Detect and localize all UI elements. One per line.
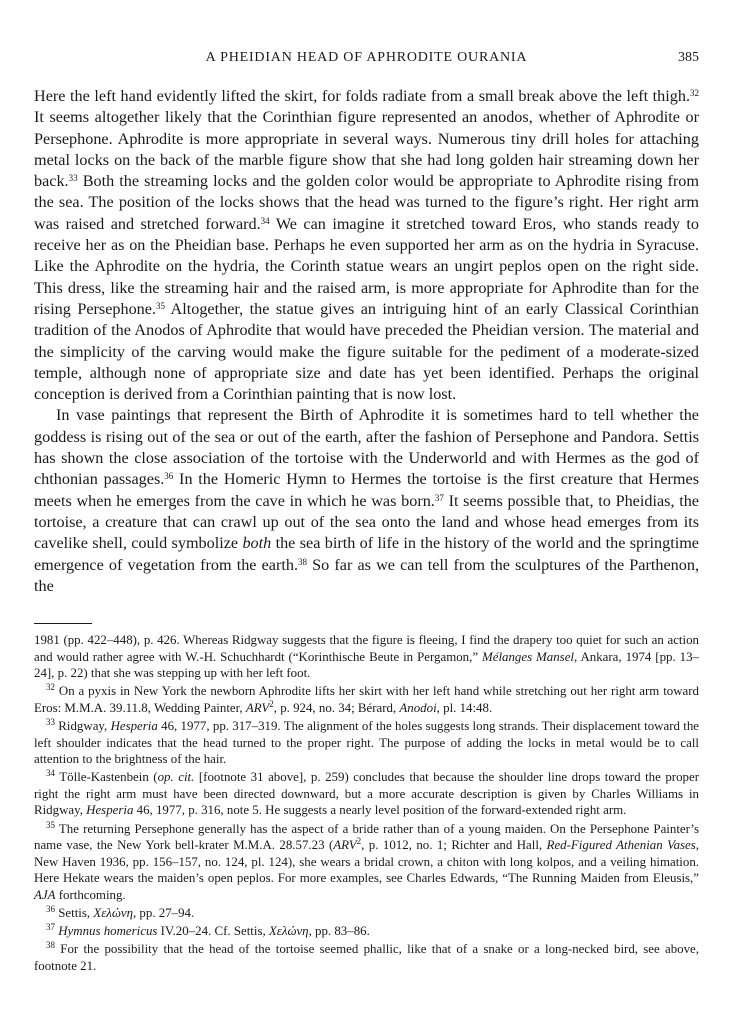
citation-title: ARV bbox=[245, 700, 270, 715]
text-run: Both the streaming locks and the golden color would be appropriate to Aphrodite rising from the sea. The position of the locks shows that the head was turned to the figure’s right. Her right arm was raised and stretched forward. bbox=[34, 172, 699, 233]
running-title: A PHEIDIAN HEAD OF APHRODITE OURANIA bbox=[205, 50, 528, 65]
footnotes bbox=[34, 632, 699, 976]
citation-title: ARV bbox=[333, 838, 357, 853]
footnote-ref-35: 35 bbox=[156, 300, 165, 311]
text-run: For the possibility that the head of the tortoise seemed phallic, like that of a snake or a long-necked bird, see above, footnote 21. bbox=[34, 942, 699, 973]
footnote-number: 34 bbox=[46, 768, 55, 779]
text-run: , New Haven 1936, pp. 156–157, no. 124, pl. 124), she wears a bridal crown, a chiton with long kolpos, and a veiling himation. Here Hekate wears the maiden’s open peplos. For more examples, see Charles Edwards, “The Running Maiden from Eleusis,” bbox=[34, 838, 700, 886]
footnote-ref-34: 34 bbox=[260, 215, 270, 226]
text-run: Tölle-Kastenbein ( bbox=[55, 770, 158, 785]
text-run: [footnote 31 above], p. 259) concludes that because the shoulder line drops toward the proper right the right arm must have been directed downward, but a more accurate description is given by Charles Williams in Ridgway, bbox=[34, 770, 699, 818]
citation-title: Hesperia bbox=[86, 803, 134, 818]
footnote-number: 32 bbox=[46, 682, 55, 693]
footnote-ref-32: 32 bbox=[690, 88, 699, 98]
text-run: The returning Persephone generally has the aspect of a bride rather than of a young maiden. On the Persephone Painter’s name vase, the New York bell-krater M.M.A. 28.57.23 ( bbox=[34, 821, 699, 853]
text-run: IV.20–24. Cf. Settis, bbox=[157, 924, 269, 939]
footnote-number: 33 bbox=[46, 716, 55, 727]
footnote-continued bbox=[34, 632, 699, 682]
footnote-rule bbox=[34, 623, 92, 624]
text-run: We can imagine it stretched toward Eros, who stands ready to receive her as on the Pheidian base. Perhaps he even supported her arm as on the hydria in Syracuse. Like the Aphrodite on the hydria, the Corinth statue wears an ungirt peplos open on the right side. This dress, like the streaming hair and the raised arm, is more appropriate for Aphrodite than for the rising Persephone. bbox=[34, 214, 699, 318]
citation-title: Anodoi bbox=[399, 700, 437, 715]
footnote-32 bbox=[34, 683, 699, 716]
citation-title: op. cit. bbox=[157, 770, 195, 785]
footnote-ref-37: 37 bbox=[434, 492, 444, 503]
text-run: the sea birth of life in the history of the world and the springtime emergence of vegetation from the earth. bbox=[34, 534, 699, 574]
text-run: Here the left hand evidently lifted the skirt, for folds radiate from a small break above the left thigh. bbox=[34, 87, 690, 105]
footnote-33 bbox=[34, 718, 699, 768]
text-run: 46, 1977, p. 316, note 5. He suggests a nearly level position of the forward-extended right arm. bbox=[133, 803, 627, 818]
text-run: It seems possible that, to Pheidias, the tortoise, a creature that can crawl up out of the sea onto the land and whose head emerges from its cavelike shell, could symbolize bbox=[34, 491, 699, 553]
text-run: , Ankara, 1974 [pp. 13–24], p. 22) that she was stepping up with her left foot. bbox=[34, 649, 699, 681]
text-run: 46, 1977, pp. 317–319. The alignment of the holes suggests long strands. Their displacement toward the left shoulder indicates that the head turned to the proper right. The purpose of adding the locks in metal would be to call attention to the brightness of the hair. bbox=[34, 718, 699, 767]
body-text bbox=[34, 86, 699, 597]
superscript: 2 bbox=[356, 836, 362, 847]
footnote-number: 38 bbox=[46, 940, 55, 951]
footnote-36 bbox=[34, 905, 699, 922]
citation-title: Hymnus homericus bbox=[58, 924, 158, 939]
footnote-35 bbox=[34, 821, 699, 904]
footnote-number: 35 bbox=[46, 819, 55, 830]
citation-title: Hesperia bbox=[110, 718, 158, 733]
text-run: So far as we can tell from the sculptures of the Parthenon, the bbox=[34, 555, 699, 595]
paragraph-2 bbox=[34, 405, 699, 597]
footnote-ref-33: 33 bbox=[68, 173, 78, 184]
citation-title: AJA bbox=[34, 887, 56, 902]
text-run: , p. 924, no. 34; Bérard, bbox=[273, 700, 400, 715]
paragraph-1 bbox=[34, 86, 699, 405]
text-run: 1981 (pp. 422–448), p. 426. Whereas Ridgway suggests that the figure is fleeing, I find the drapery too quiet for such an action and would rather agree with W.-H. Schuchhardt (“Korinthische Beute in Pergamon,” bbox=[34, 633, 699, 664]
footnote-ref-36: 36 bbox=[164, 471, 174, 482]
citation-title: Χελώνη bbox=[93, 906, 133, 920]
footnote-34 bbox=[34, 769, 699, 819]
text-run: Altogether, the statue gives an intriguing hint of an early Classical Corinthian tradition of the Anodos of Aphrodite that would have preceded the Pheidian version. The material and the simplicity of the carving would make the figure suitable for the pediment of a moderate-sized temple, although none of appropriate size and date has yet been identified. Perhaps the original conception is derived from a Corinthian painting that is now lost. bbox=[34, 299, 699, 404]
text-run: Settis, bbox=[55, 906, 94, 920]
text-run: , p. 1012, no. 1; Richter and Hall, bbox=[361, 838, 547, 853]
text-run: forthcoming. bbox=[55, 887, 126, 902]
emphasis: both bbox=[242, 534, 272, 553]
text-run: , pp. 27–94. bbox=[132, 906, 195, 920]
footnote-number: 37 bbox=[46, 922, 55, 933]
footnote-number: 36 bbox=[46, 904, 55, 914]
citation-title: Mélanges Mansel bbox=[482, 649, 575, 664]
text-run: In vase paintings that represent the Birth of Aphrodite it is sometimes hard to tell whether the goddess is rising out of the sea or out of the earth, after the fashion of Persephone and Pandora. Settis has shown the close association of the tortoise with the Underworld and with Hermes as the god of chthonian passages. bbox=[34, 406, 699, 489]
superscript: 2 bbox=[269, 698, 274, 709]
text-run: It seems altogether likely that the Corinthian figure represented an anodos, whether of Aphrodite or Persephone. Aphrodite is more appropriate in several ways. Numerous tiny drill holes for attaching metal locks on the back of the marble figure show that she had long golden hair streaming down her back. bbox=[34, 108, 699, 191]
footnote-37 bbox=[34, 923, 699, 940]
page-header bbox=[34, 50, 699, 72]
text-run: In the Homeric Hymn to Hermes the tortoise is the first creature that Hermes meets when he emerges from the cave in which he was born. bbox=[34, 470, 699, 510]
text-run: Ridgway, bbox=[55, 718, 111, 733]
footnote-ref-38: 38 bbox=[298, 556, 308, 567]
citation-title: Red-Figured Athenian Vases bbox=[546, 838, 696, 853]
text-run: , pl. 14:48. bbox=[436, 700, 493, 715]
text-run: , pp. 83–86. bbox=[308, 924, 370, 939]
citation-title: Χελώνη bbox=[268, 924, 309, 939]
footnote-38 bbox=[34, 941, 699, 974]
page-number: 385 bbox=[678, 50, 699, 65]
text-run: On a pyxis in New York the newborn Aphrodite lifts her skirt with her left hand while stretching out her right arm toward Eros: M.M.A. 39.11.8, Wedding Painter, bbox=[34, 684, 699, 715]
